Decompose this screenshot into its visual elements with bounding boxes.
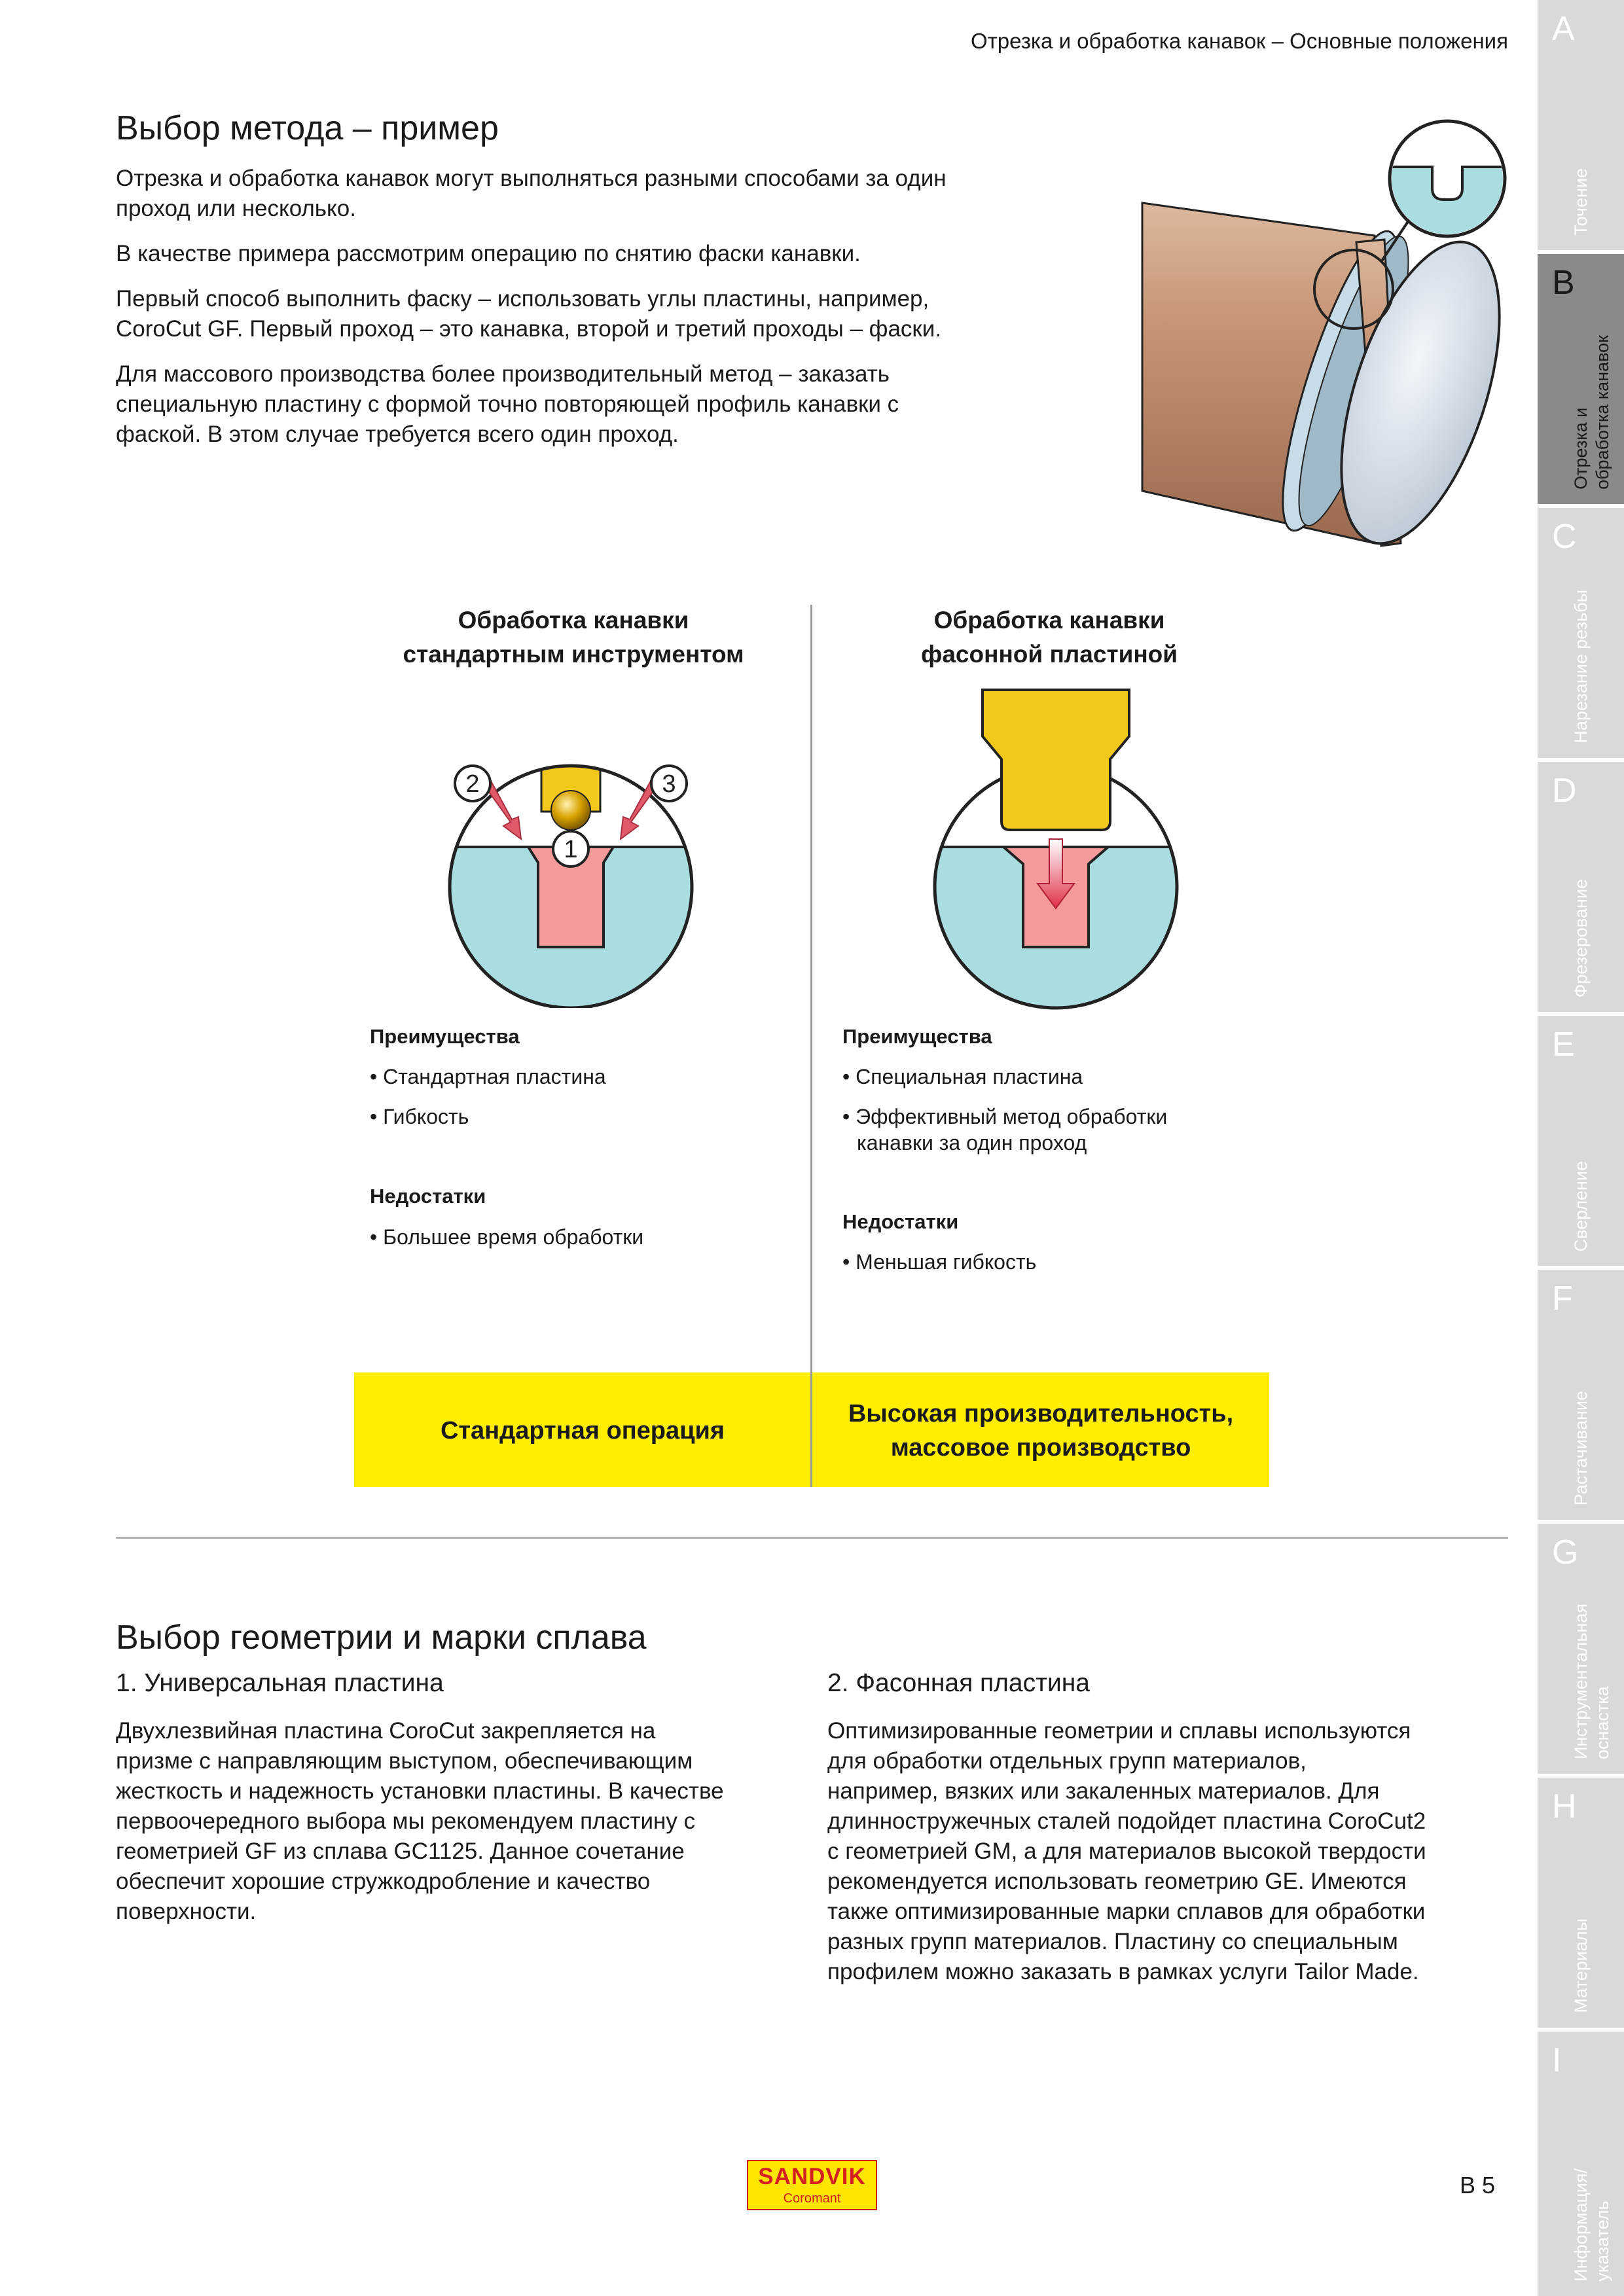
- intro-paragraph: В качестве примера рассмотрим операцию по снятию фаски канавки.: [116, 241, 861, 266]
- left-con-item: • Большее время обработки: [370, 1225, 644, 1249]
- right-banner-text: [818, 1397, 1263, 1465]
- col2-line: рекомендуется использовать геометрию GE. Имеются: [827, 1869, 1407, 1894]
- sidebar-tab-f[interactable]: [1538, 1270, 1624, 1520]
- right-banner-line: Высокая производительность,: [848, 1400, 1234, 1427]
- sidebar-tab-b[interactable]: [1538, 254, 1624, 504]
- sidebar-tab-i[interactable]: [1538, 2032, 1624, 2296]
- right-cons-label: Недостатки: [842, 1210, 959, 1233]
- left-title-line: стандартным инструментом: [403, 641, 744, 668]
- section-divider: [116, 1537, 1508, 1539]
- right-pros-label: Преимущества: [842, 1025, 992, 1048]
- tab-label: Растачивание: [1571, 1390, 1591, 1505]
- tab-letter: B: [1552, 264, 1575, 302]
- tab-letter: F: [1552, 1280, 1573, 1318]
- right-title-line: Обработка канавки: [933, 607, 1165, 634]
- col2-body: [827, 1716, 1521, 1987]
- logo-subtitle: Coromant: [783, 2191, 841, 2206]
- col2-line: длинностружечных сталей подойдет пластина CoroCut2: [827, 1808, 1426, 1834]
- col2-heading: 2. Фасонная пластина: [827, 1669, 1090, 1697]
- column-divider: [810, 605, 812, 1487]
- sidebar-tab-h[interactable]: [1538, 1778, 1624, 2028]
- sidebar-tab-a[interactable]: [1538, 0, 1624, 250]
- right-con-item: • Меньшая гибкость: [842, 1250, 1037, 1274]
- col2-line: Оптимизированные геометрии и сплавы используются: [827, 1718, 1411, 1744]
- col1-line: поверхности.: [116, 1899, 257, 1924]
- left-pros-label: Преимущества: [370, 1025, 520, 1048]
- intro-text: [116, 164, 1032, 465]
- right-pro-item-continued: канавки за один проход: [857, 1131, 1087, 1155]
- col1-body: [116, 1716, 797, 1927]
- sidebar-tab-g[interactable]: [1538, 1524, 1624, 1774]
- col1-line: геометрией GF из сплава GC1125. Данное сочетание: [116, 1839, 685, 1864]
- col2-line: например, вязких или закаленных материалов. Для: [827, 1778, 1380, 1804]
- sidebar-tab-e[interactable]: [1538, 1016, 1624, 1266]
- banner-divider: [810, 1372, 812, 1487]
- page-number: B 5: [1460, 2172, 1496, 2198]
- col2-line: с геометрией GM, а для материалов высокой твердости: [827, 1839, 1426, 1864]
- col1-line: призме с направляющим выступом, обеспечивающим: [116, 1748, 693, 1774]
- col1-line: первоочередного выбора мы рекомендуем пластину с: [116, 1808, 696, 1834]
- col2-line: для обработки отдельных групп материалов,: [827, 1748, 1307, 1774]
- left-banner-text: Стандартная операция: [440, 1417, 725, 1444]
- tab-label: Материалы: [1571, 1918, 1591, 2013]
- step-2-label: 2: [465, 770, 480, 798]
- chapter-sidebar: [1538, 0, 1624, 2296]
- shaft-illustration: [1132, 111, 1512, 589]
- right-banner-line: массовое производство: [890, 1434, 1191, 1462]
- left-pro-item: • Гибкость: [370, 1105, 469, 1128]
- col2-line: также оптимизированные марки сплавов для обработки: [827, 1899, 1426, 1924]
- left-pro-item: • Стандартная пластина: [370, 1065, 606, 1088]
- tab-label: Фрезерование: [1571, 878, 1591, 997]
- tab-label: Инструментальная оснастка: [1571, 1603, 1612, 1759]
- col1-line: обеспечит хорошие стружкодробление и качество: [116, 1869, 651, 1894]
- sidebar-tab-c[interactable]: [1538, 508, 1624, 758]
- running-head: Отрезка и обработка канавок – Основные положения: [970, 29, 1508, 53]
- step-3-label: 3: [662, 770, 676, 798]
- col1-heading: 1. Универсальная пластина: [116, 1669, 444, 1697]
- right-column-title: [853, 603, 1246, 672]
- tab-label: Информация/ указатель: [1571, 2168, 1612, 2282]
- col1-line: Двухлезвийная пластина CoroCut закрепляется на: [116, 1718, 656, 1744]
- section-title-method: Выбор метода – пример: [116, 109, 499, 147]
- col2-line: разных групп материалов. Пластину со специальным: [827, 1929, 1398, 1954]
- section-title-geometry: Выбор геометрии и марки сплава: [116, 1619, 647, 1657]
- intro-paragraph: Для массового производства более производительный метод – заказать специальную пластину с формой точно повторяющей профиль канавки с фаской. В этом случае требуется всего один проход.: [116, 361, 899, 447]
- tab-letter: H: [1552, 1787, 1577, 1825]
- left-title-line: Обработка канавки: [458, 607, 689, 634]
- col2-line: профилем можно заказать в рамках услуги Tailor Made.: [827, 1959, 1419, 1984]
- tab-label: Точение: [1571, 168, 1591, 236]
- tab-label: Отрезка и обработка канавок: [1571, 335, 1612, 490]
- tab-letter: C: [1552, 518, 1577, 556]
- tab-label: Сверление: [1571, 1160, 1591, 1251]
- tab-label: Нарезание резьбы: [1571, 590, 1591, 744]
- right-pro-item: • Специальная пластина: [842, 1065, 1083, 1088]
- step-1-label: 1: [564, 836, 578, 863]
- sidebar-tab-d[interactable]: [1538, 762, 1624, 1012]
- tab-letter: D: [1552, 772, 1577, 810]
- logo-wordmark: SANDVIK: [758, 2164, 866, 2189]
- right-pro-item: • Эффективный метод обработки: [842, 1105, 1168, 1128]
- tab-letter: G: [1552, 1534, 1579, 1571]
- intro-paragraph: Отрезка и обработка канавок могут выполняться разными способами за один проход или несколько.: [116, 166, 947, 221]
- tab-letter: I: [1552, 2041, 1562, 2079]
- standard-tool-diagram: [440, 746, 702, 1008]
- tab-letter: E: [1552, 1026, 1575, 1064]
- sandvik-logo: [747, 2160, 877, 2210]
- left-cons-label: Недостатки: [370, 1185, 486, 1208]
- tab-letter: A: [1552, 10, 1575, 48]
- intro-paragraph: Первый способ выполнить фаску – использовать углы пластины, например, CoroCut GF. Первый проход – это канавка, второй и третий проходы – фаски.: [116, 286, 942, 342]
- left-column-title: [377, 603, 770, 672]
- col1-line: жесткость и надежность установки пластины. В качестве: [116, 1778, 724, 1804]
- form-insert-diagram: [925, 687, 1187, 1014]
- right-title-line: фасонной пластиной: [920, 641, 1178, 668]
